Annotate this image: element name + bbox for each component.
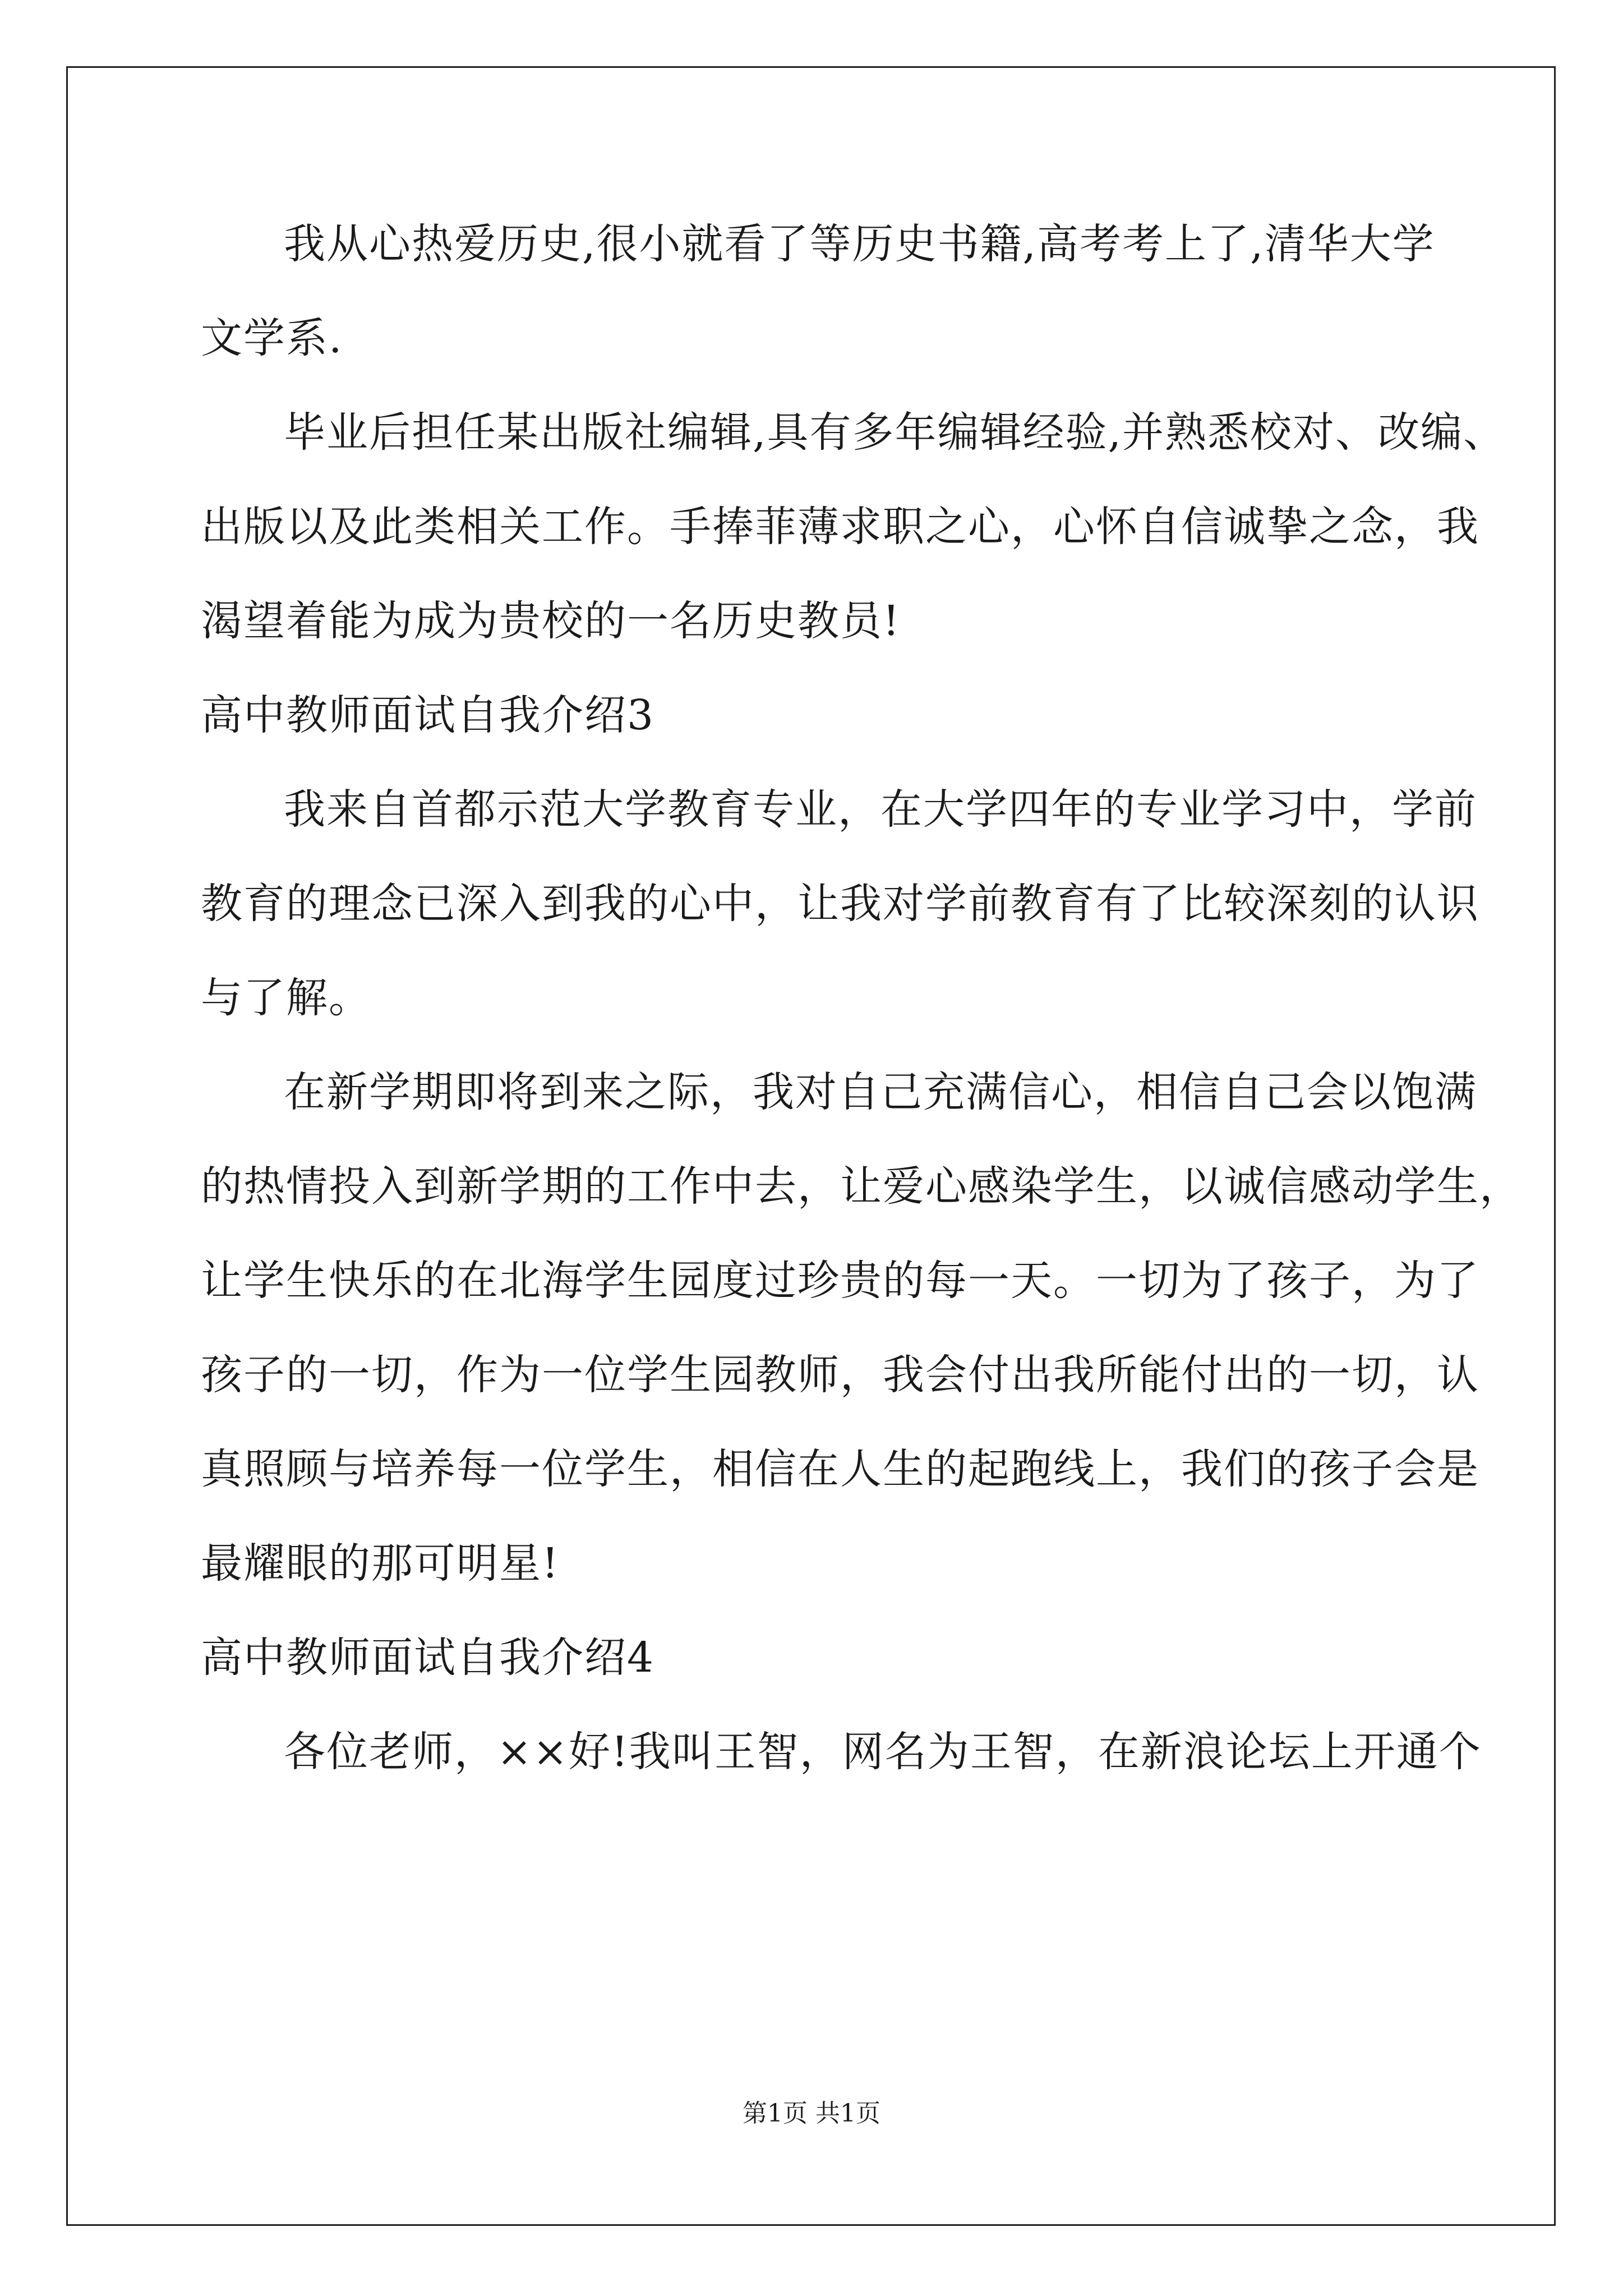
paragraph-line: 最耀眼的那可明星! <box>201 1539 560 1588</box>
section-heading: 高中教师面试自我介绍4 <box>201 1634 655 1682</box>
page-footer: 第1页 共1页 <box>743 2099 880 2128</box>
paragraph-line: 在新学期即将到来之际，我对自己充满信心，相信自己会以饱满 <box>284 1068 1477 1116</box>
paragraph-line: 孩子的一切，作为一位学生园教师，我会付出我所能付出的一切，认 <box>201 1351 1479 1399</box>
page-border <box>66 66 1556 2226</box>
paragraph-line: 教育的理念已深入到我的心中，让我对学前教育有了比较深刻的认识 <box>201 880 1479 928</box>
paragraph-line: 的热情投入到新学期的工作中去，让爱心感染学生，以诚信感动学生， <box>201 1162 1522 1211</box>
paragraph-line: 真照顾与培养每一位学生，相信在人生的起跑线上，我们的孩子会是 <box>201 1445 1479 1493</box>
paragraph-line: 出版以及此类相关工作。手捧菲薄求职之心，心怀自信诚挚之念，我 <box>201 503 1479 551</box>
section-heading: 高中教师面试自我介绍3 <box>201 691 655 739</box>
paragraph-line: 与了解。 <box>201 974 371 1022</box>
paragraph-line: 毕业后担任某出版社编辑,具有多年编辑经验,并熟悉校对、改编、 <box>284 408 1506 457</box>
paragraph-line: 各位老师，××好!我叫王智，网名为王智，在新浪论坛上开通个 <box>284 1728 1482 1776</box>
paragraph-line: 渴望着能为成为贵校的一名历史教员! <box>201 597 901 645</box>
paragraph-line: 我从心热爱历史,很小就看了等历史书籍,高考考上了,清华大学 <box>284 220 1435 268</box>
paragraph-line: 让学生快乐的在北海学生园度过珍贵的每一天。一切为了孩子，为了 <box>201 1257 1479 1305</box>
paragraph-line: 我来自首都示范大学教育专业，在大学四年的专业学习中，学前 <box>284 785 1477 834</box>
paragraph-line: 文学系. <box>201 314 343 362</box>
